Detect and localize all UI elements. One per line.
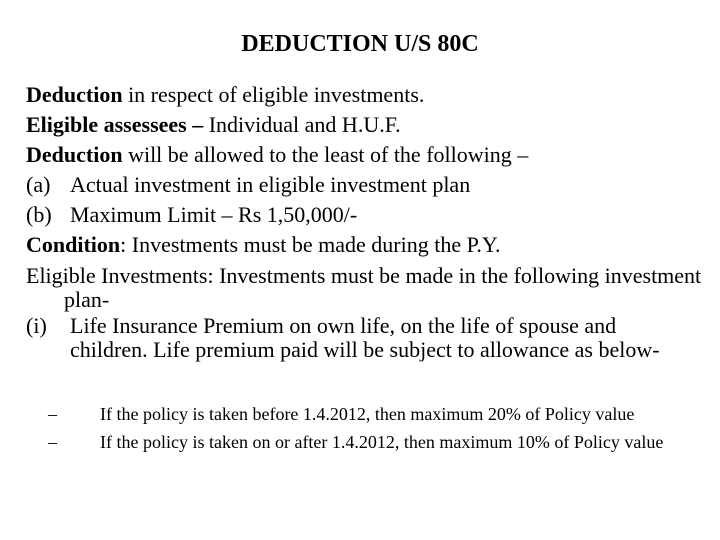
condition-line [26,230,716,260]
eligible-assessees-label: Eligible assessees – [26,112,204,137]
list-item-i-label: (i) [26,313,47,338]
deduction-text: in respect of eligible investments. [122,82,425,107]
dash-bullet: – [48,432,57,452]
policy-condition-before-2012 [48,402,708,426]
condition-text: : Investments must be made during the P.Y. [120,232,501,257]
condition-label: Condition [26,232,121,257]
content-body [26,80,716,362]
list-item-a [26,170,716,200]
page-title: DEDUCTION U/S 80C [241,31,479,57]
dash-bullet: – [48,404,57,424]
deduction-label: Deduction [26,82,123,107]
deduction-allowed-line [26,140,716,170]
policy-conditions-list [48,402,708,458]
list-item-a-label: (a) [26,172,51,197]
list-item-i-text: Life Insurance Premium on own life, on the life of spouse and children. Life premium paid will be subject to allowance as below- [70,313,660,362]
eligible-assessees-line [26,110,716,140]
eligible-investments-line: Eligible Investments: Investments must be made in the following investment plan- [26,263,702,312]
policy-condition-text: If the policy is taken before 1.4.2012, then maximum 20% of Policy value [100,404,635,424]
policy-condition-text: If the policy is taken on or after 1.4.2012, then maximum 10% of Policy value [100,432,664,452]
list-item-b-label: (b) [26,202,52,227]
list-item-b-text: Maximum Limit – Rs 1,50,000/- [70,202,358,227]
list-item-b [26,200,716,230]
eligible-assessees-text: Individual and H.U.F. [203,112,401,137]
list-item-i [26,314,666,362]
deduction-line [26,80,716,110]
policy-condition-after-2012 [48,430,708,454]
deduction-allowed-label: Deduction [26,142,123,167]
list-item-a-text: Actual investment in eligible investment plan [70,172,471,197]
deduction-allowed-text: will be allowed to the least of the following – [122,142,529,167]
